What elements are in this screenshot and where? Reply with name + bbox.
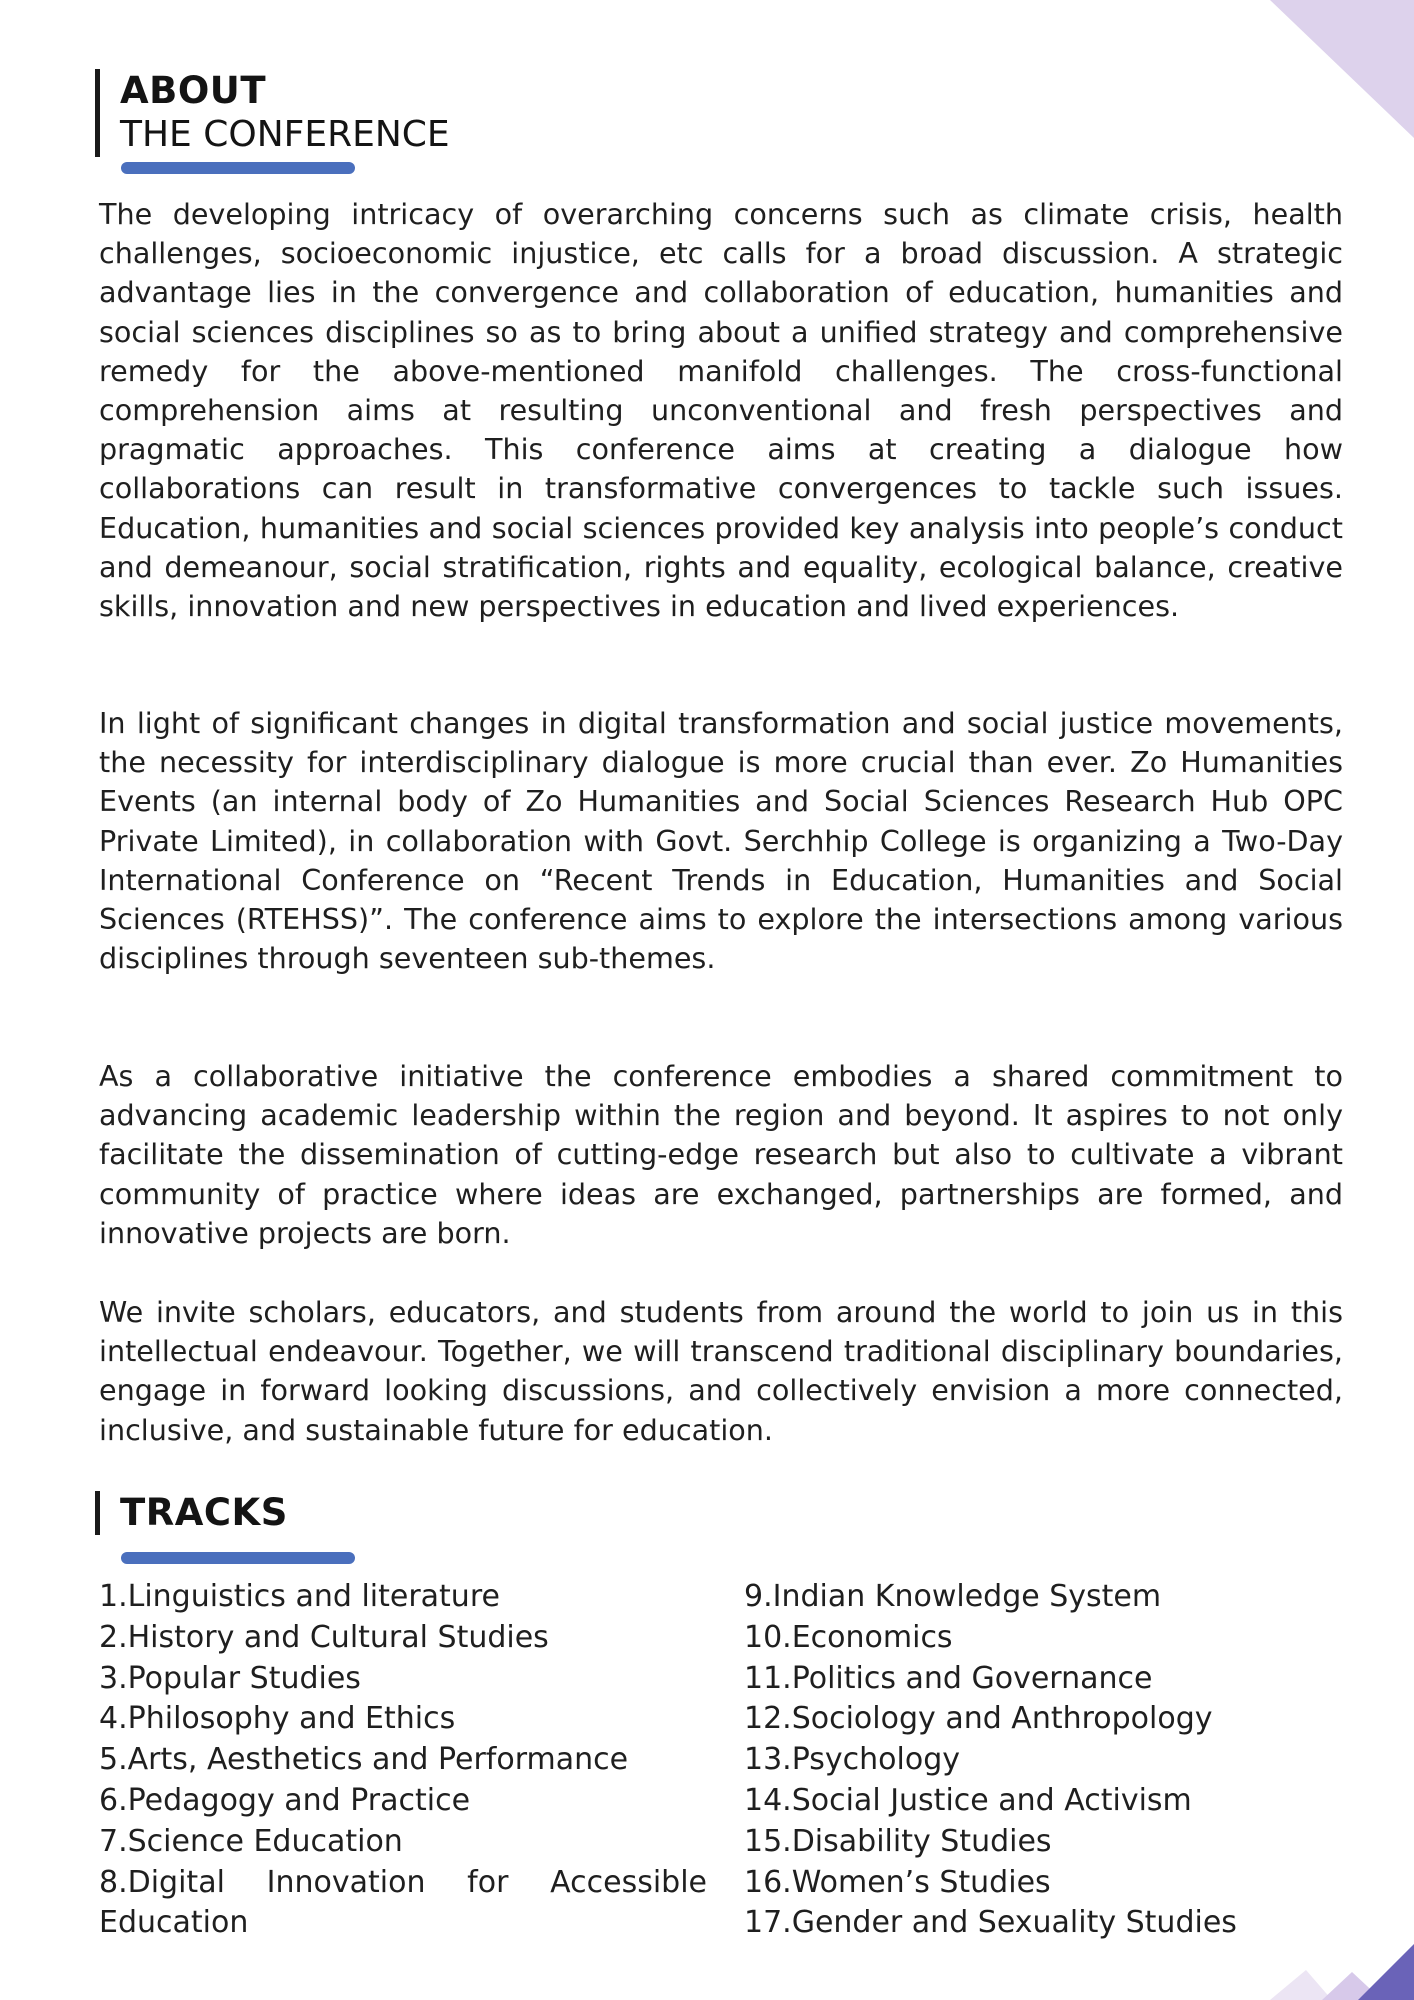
track-item: 8.Digital Innovation for Accessible [99,1864,707,1900]
about-paragraph-2: In light of significant changes in digital transformation and social justice movements, the necessity for interdisciplinary dialogue is more crucial than ever. Zo Humanities Events (an internal body of Zo Humanities and Social Sciences Research Hub OPC Private Limited), in collaboration with Govt. Serchhip College is organizing a Two-Day International Conference on “Recent Trends in Education, Humanities and Social Sciences (RTEHSS)”. The conference aims to explore the intersections among various disciplines through seventeen sub-themes. [99,706,1343,976]
track-item: 13.Psychology [744,1742,961,1778]
about-paragraph-4: We invite scholars, educators, and students from around the world to join us in this intellectual endeavour. Together, we will transcend traditional disciplinary boundaries, engage in forward looking discussions, and collectively envision a more connected, inclusive, and sustainable future for education. [99,1295,1343,1447]
tracks-heading [95,1491,288,1535]
track-item: 4.Philosophy and Ethics [99,1701,456,1737]
track-item: 2.History and Cultural Studies [99,1619,549,1655]
track-item: 11.Politics and Governance [744,1660,1153,1696]
about-paragraph-3: As a collaborative initiative the conference embodies a shared commitment to advancing academic leadership within the region and beyond. It aspires to not only facilitate the dissemination of cutting-edge research but also to cultivate a vibrant community of practice where ideas are exchanged, partnerships are formed, and innovative projects are born. [99,1059,1343,1250]
track-item: 7.Science Education [99,1823,403,1859]
tracks-heading-underline [121,1552,355,1564]
track-item: 3.Popular Studies [99,1660,361,1696]
corner-decoration-top-right [1262,0,1414,140]
about-heading-bold: ABOUT [120,69,267,112]
tracks-heading-text: TRACKS [120,1491,288,1534]
track-item: 1.Linguistics and literature [99,1579,500,1614]
tracks-list-right [744,1577,1364,1944]
track-item: 17.Gender and Sexuality Studies [744,1905,1237,1941]
about-paragraph-1: The developing intricacy of overarching concerns such as climate crisis, health challenges, socioeconomic injustice, etc calls for a broad discussion. A strategic advantage lies in the convergence and collaboration of education, humanities and social sciences disciplines so as to bring about a unified strategy and comprehensive remedy for the above-mentioned manifold challenges. The cross-functional comprehension aims at resulting unconventional and fresh perspectives and pragmatic approaches. This conference aims at creating a dialogue how collaborations can result in transformative convergences to tackle such issues. Education, humanities and social sciences provided key analysis into people’s conduct and demeanour, social stratification, rights and equality, ecological balance, creative skills, innovation and new perspectives in education and lived experiences. [99,197,1343,624]
track-item: 14.Social Justice and Activism [744,1782,1192,1818]
track-item-continuation: Education [99,1905,249,1941]
about-heading-light: THE CONFERENCE [120,114,450,155]
track-item: 10.Economics [744,1619,953,1655]
track-item: 15.Disability Studies [744,1823,1052,1859]
track-item: 16.Women’s Studies [744,1864,1051,1900]
about-heading-underline [121,162,355,174]
track-item: 5.Arts, Aesthetics and Performance [99,1742,629,1778]
track-item: 12.Sociology and Anthropology [744,1701,1213,1737]
track-item: 6.Pedagogy and Practice [99,1782,471,1818]
tracks-list-left [99,1577,707,1944]
about-heading [95,69,450,157]
track-item: 9.Indian Knowledge System [744,1579,1162,1614]
